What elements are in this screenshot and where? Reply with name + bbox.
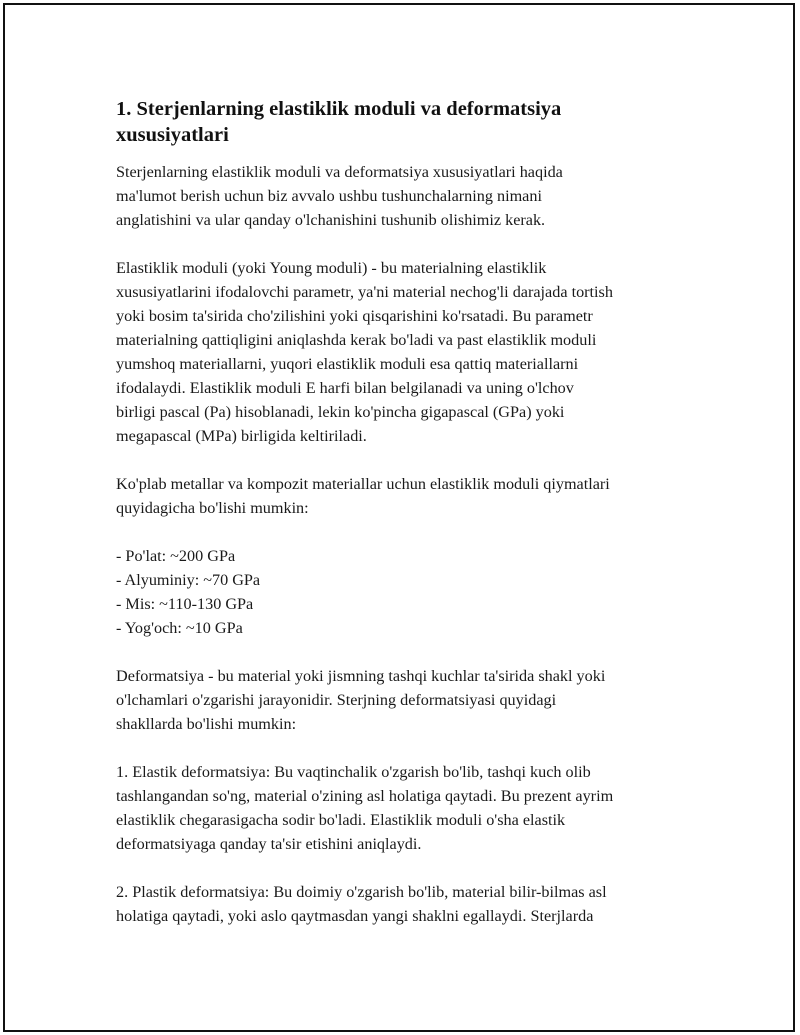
list-item: - Mis: ~110-130 GPa — [116, 595, 254, 613]
heading-line: xususiyatlari — [116, 124, 229, 146]
text-line: o'lchamlari o'zgarishi jarayonidir. Sterjning deformatsiyasi quyidagi — [116, 691, 557, 709]
section-heading — [116, 96, 696, 148]
text-line: yoki bosim ta'sirida cho'zilishini yoki qisqarishini ko'rsatadi. Bu parametr — [116, 307, 593, 325]
paragraph-elastic-modulus — [116, 256, 696, 448]
text-line: elastiklik chegarasigacha sodir bo'ladi. Elastiklik moduli o'sha elastik — [116, 811, 566, 829]
text-line: Ko'plab metallar va kompozit materiallar uchun elastiklik moduli qiymatlari — [116, 475, 610, 493]
paragraph-plastic-deformation — [116, 880, 696, 928]
paragraph-intro — [116, 160, 696, 232]
list-item: - Po'lat: ~200 GPa — [116, 547, 236, 565]
text-line: birligi pascal (Pa) hisoblanadi, lekin ko'pincha gigapascal (GPa) yoki — [116, 403, 565, 421]
heading-line: 1. Sterjenlarning elastiklik moduli va deformatsiya — [116, 98, 562, 120]
modulus-values-list — [116, 544, 696, 640]
text-line: 2. Plastik deformatsiya: Bu doimiy o'zgarish bo'lib, material bilir-bilmas asl — [116, 883, 607, 901]
list-item: - Yog'och: ~10 GPa — [116, 619, 243, 637]
text-line: yumshoq materiallarni, yuqori elastiklik moduli esa qattiq materiallarni — [116, 355, 579, 373]
paragraph-elastic-deformation — [116, 760, 696, 856]
paragraph-deformation — [116, 664, 696, 736]
text-line: megapascal (MPa) birligida keltiriladi. — [116, 427, 367, 445]
list-item: - Alyuminiy: ~70 GPa — [116, 571, 261, 589]
text-line: materialning qattiqligini aniqlashda kerak bo'ladi va past elastiklik moduli — [116, 331, 597, 349]
text-line: anglatishini va ular qanday o'lchanishini tushunib olishimiz kerak. — [116, 211, 546, 229]
text-line: ma'lumot berish uchun biz avvalo ushbu tushunchalarning nimani — [116, 187, 542, 205]
text-line: quyidagicha bo'lishi mumkin: — [116, 499, 309, 517]
text-line: tashlangandan so'ng, material o'zining asl holatiga qaytadi. Bu prezent ayrim — [116, 787, 614, 805]
paragraph-values-intro — [116, 472, 696, 520]
text-line: xususiyatlarini ifodalovchi parametr, ya'ni material nechog'li darajada tortish — [116, 283, 613, 301]
text-line: ifodalaydi. Elastiklik moduli E harfi bilan belgilanadi va uning o'lchov — [116, 379, 574, 397]
text-line: deformatsiyaga qanday ta'sir etishini aniqlaydi. — [116, 835, 422, 853]
document-body — [116, 96, 696, 952]
text-line: Elastiklik moduli (yoki Young moduli) - bu materialning elastiklik — [116, 259, 547, 277]
text-line: Sterjenlarning elastiklik moduli va deformatsiya xususiyatlari haqida — [116, 163, 563, 181]
text-line: Deformatsiya - bu material yoki jismning tashqi kuchlar ta'sirida shakl yoki — [116, 667, 606, 685]
text-line: 1. Elastik deformatsiya: Bu vaqtinchalik o'zgarish bo'lib, tashqi kuch olib — [116, 763, 591, 781]
text-line: shakllarda bo'lishi mumkin: — [116, 715, 297, 733]
text-line: holatiga qaytadi, yoki aslo qaytmasdan yangi shaklni egallaydi. Sterjlarda — [116, 907, 594, 925]
